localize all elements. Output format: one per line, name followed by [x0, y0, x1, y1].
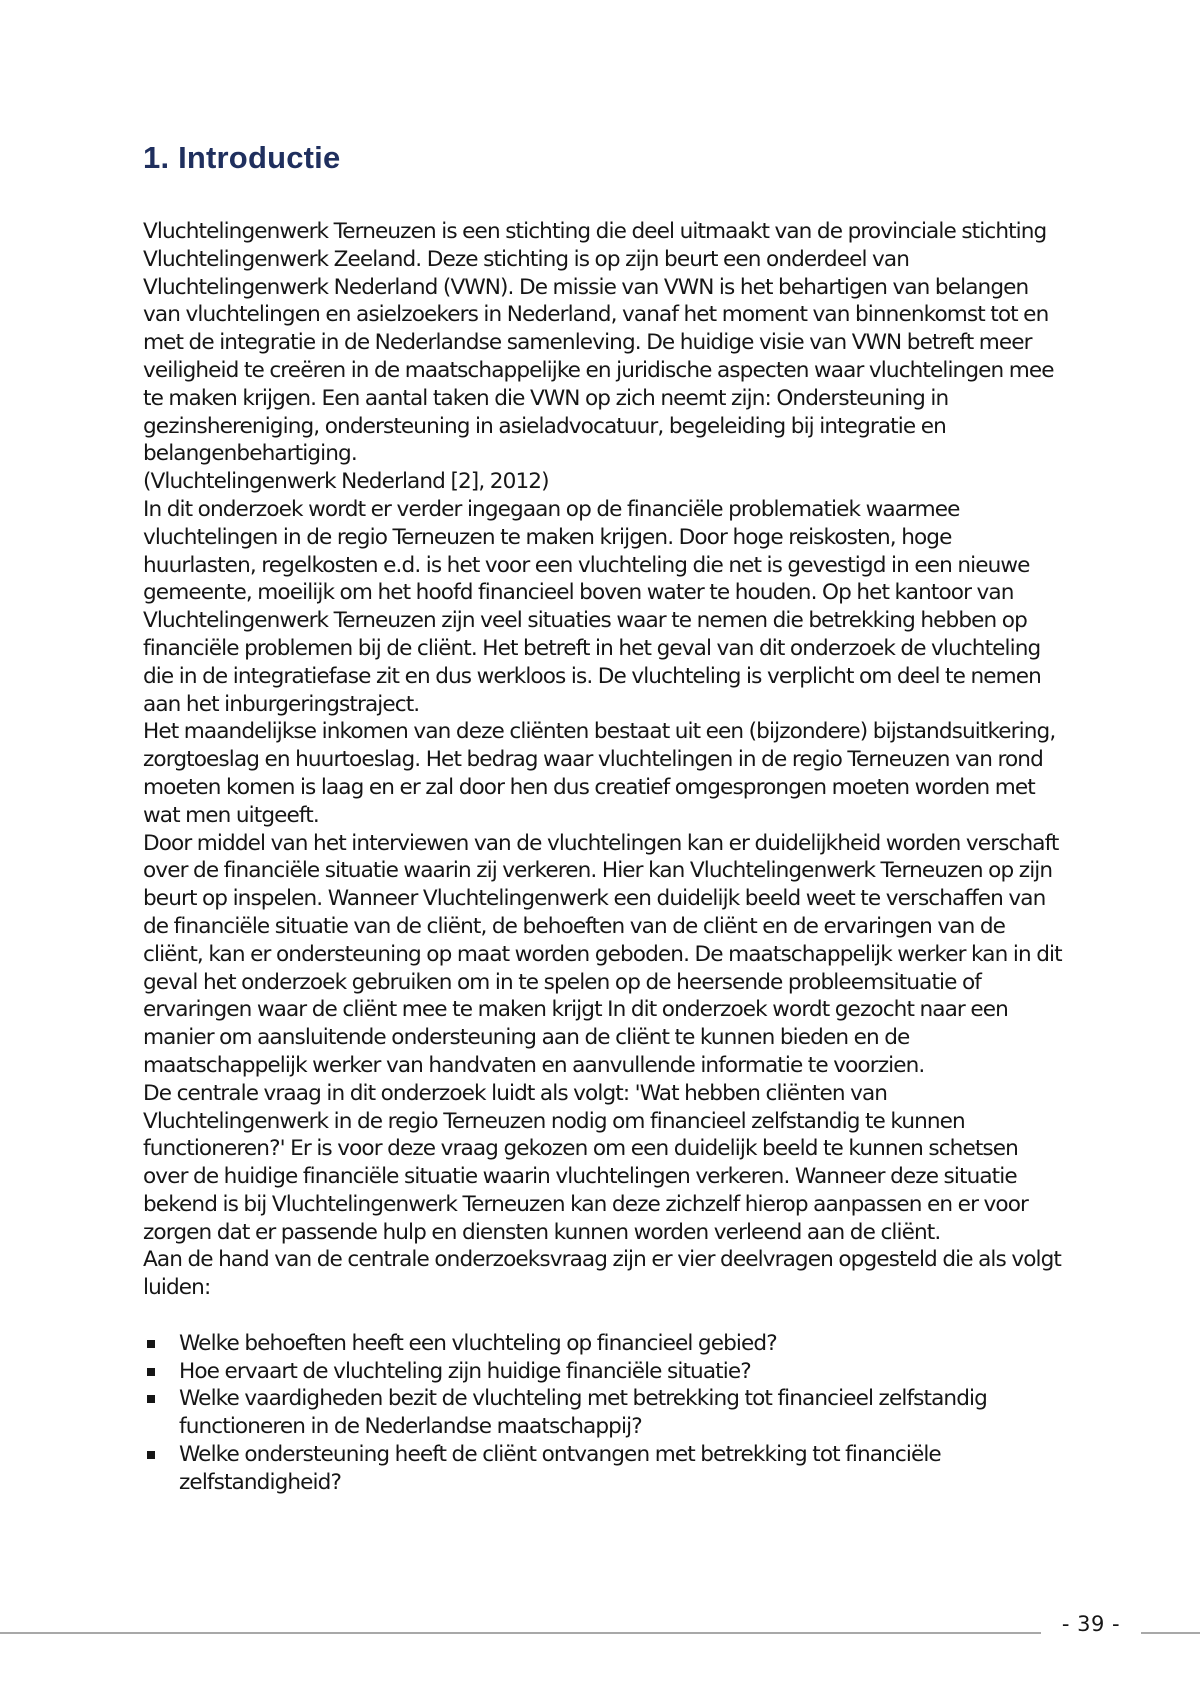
paragraph-income: Het maandelijkse inkomen van deze cliënten bestaat uit een (bijzondere) bijstandsuitkering, zorgtoeslag en huurtoeslag. Het bedrag waar vluchtelingen in de regio Terneuzen van rond moeten komen is laag en er zal door hen dus creatief omgesprongen moeten worden met wat men uitgeeft. — [143, 719, 1056, 828]
list-item-text: Welke behoeften heeft een vluchteling op financieel gebied? — [179, 1330, 777, 1356]
subquestion-list — [143, 1330, 1063, 1497]
paragraph-problem: In dit onderzoek wordt er verder ingegaan op de financiële problematiek waarmee vluchtelingen in de regio Terneuzen te maken krijgen. Door hoge reiskosten, hoge huurlasten, regelkosten e.d. is het voor een vluchteling die net is gevestigd in een nieuwe gemeente, moeilijk om het hoofd financieel boven water te houden. Op het kantoor van Vluchtelingenwerk Terneuzen zijn veel situaties waar te nemen die betrekking hebben op financiële problemen bij de cliënt. Het betreft in het geval van dit onderzoek de vluchteling die in de integratiefase zit en dus werkloos is. De vluchteling is verplicht om deel te nemen aan het inburgeringstraject. — [143, 496, 1041, 717]
body-text — [143, 218, 1063, 1497]
list-item — [143, 1441, 1063, 1497]
paragraph-central-question: De centrale vraag in dit onderzoek luidt als volgt: 'Wat hebben cliënten van Vluchtelingenwerk in de regio Terneuzen nodig om financieel zelfstandig te kunnen functioneren?' Er is voor deze vraag gekozen om een duidelijk beeld te kunnen schetsen over de huidige financiële situatie waarin vluchtelingen verkeren. Wanneer deze situatie bekend is bij Vluchtelingenwerk Terneuzen kan deze zichzelf hierop aanpassen en er voor zorgen dat er passende hulp en diensten kunnen worden verleend aan de cliënt. — [143, 1080, 1028, 1245]
paragraph-subquestions-intro: Aan de hand van de centrale onderzoeksvraag zijn er vier deelvragen opgesteld die als volgt luiden: — [143, 1247, 1061, 1301]
square-bullet-icon — [147, 1451, 155, 1459]
section-heading: 1. Introductie — [143, 140, 341, 175]
list-item-text: Welke vaardigheden bezit de vluchteling met betrekking tot financieel zelfstandig functioneren in de Nederlandse maatschappij? — [179, 1386, 987, 1440]
list-item-text: Hoe ervaart de vluchteling zijn huidige financiële situatie? — [179, 1358, 751, 1384]
paragraph-citation: (Vluchtelingenwerk Nederland [2], 2012) — [143, 469, 549, 495]
paragraph-intro: Vluchtelingenwerk Terneuzen is een stichting die deel uitmaakt van de provinciale stichting Vluchtelingenwerk Zeeland. Deze stichting is op zijn beurt een onderdeel van Vluchtelingenwerk Nederland (VWN). De missie van VWN is het behartigen van belangen van vluchtelingen en asielzoekers in Nederland, vanaf het moment van binnenkomst tot en met de integratie in de Nederlandse samenleving. De huidige visie van VWN betreft meer veiligheid te creëren in de maatschappelijke en juridische aspecten waar vluchtelingen mee te maken krijgen. Een aantal taken die VWN op zich neemt zijn: Ondersteuning in gezinshereniging, ondersteuning in asieladvocatuur, begeleiding bij integratie en belangenbehartiging. — [143, 219, 1054, 467]
paragraph-method: Door middel van het interviewen van de vluchtelingen kan er duidelijkheid worden verschaft over de financiële situatie waarin zij verkeren. Hier kan Vluchtelingenwerk Terneuzen op zijn beurt op inspelen. Wanneer Vluchtelingenwerk een duidelijk beeld weet te verschaffen van de financiële situatie van de cliënt, de behoeften van de cliënt en de ervaringen van de cliënt, kan er ondersteuning op maat worden geboden. De maatschappelijk werker kan in dit geval het onderzoek gebruiken om in te spelen op de heersende probleemsituatie of ervaringen waar de cliënt mee te maken krijgt In dit onderzoek wordt gezocht naar een manier om aansluitende ondersteuning aan de cliënt te kunnen bieden en de maatschappelijk werker van handvaten en aanvullende informatie te voorzien. — [143, 830, 1062, 1078]
list-item — [143, 1358, 1063, 1386]
list-item — [143, 1385, 1063, 1441]
square-bullet-icon — [147, 1340, 155, 1348]
spacer — [143, 1302, 1063, 1330]
square-bullet-icon — [147, 1395, 155, 1403]
square-bullet-icon — [147, 1368, 155, 1376]
list-item — [143, 1330, 1063, 1358]
footer-divider — [0, 1632, 1200, 1634]
page-number: - 39 - — [1041, 1611, 1141, 1637]
list-item-text: Welke ondersteuning heeft de cliënt ontvangen met betrekking tot financiële zelfstandigheid? — [179, 1442, 941, 1495]
